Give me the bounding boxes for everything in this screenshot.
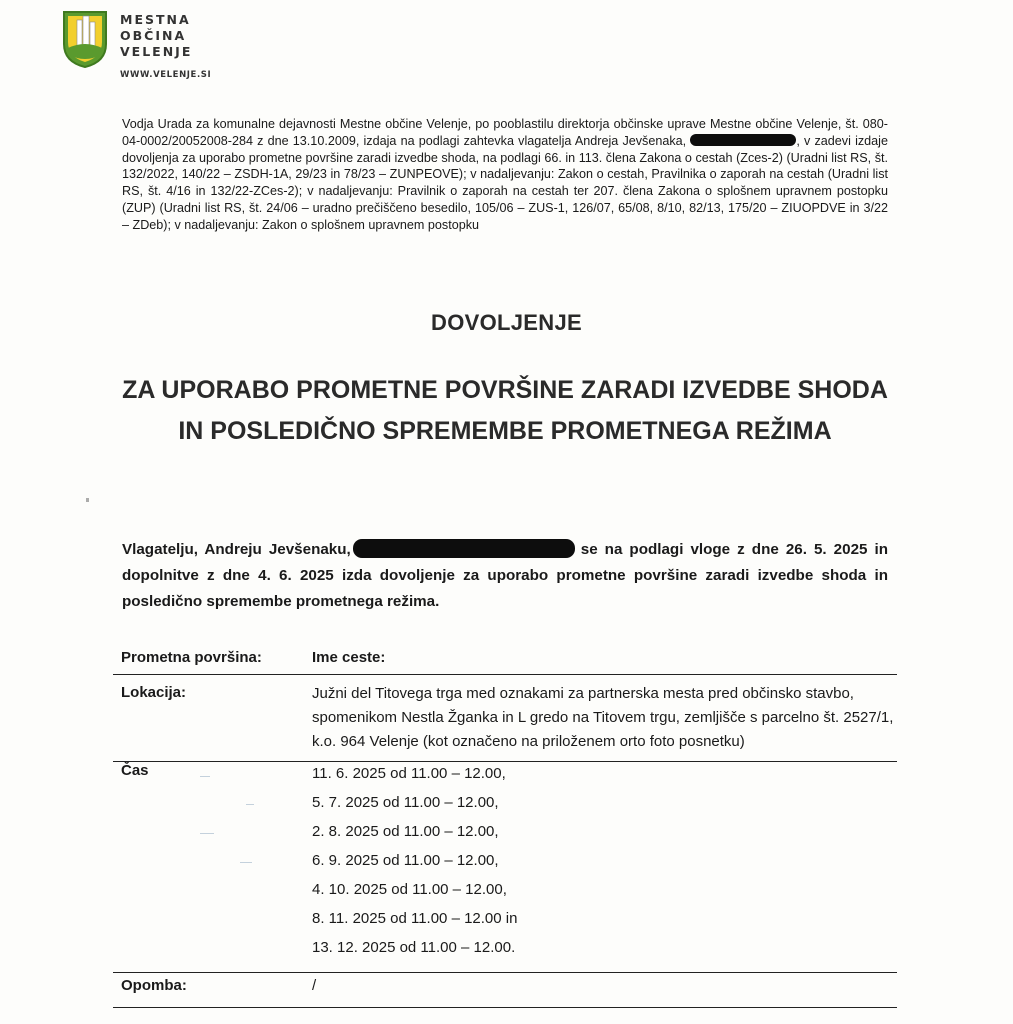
table-row [113, 973, 897, 1008]
table-row [113, 675, 897, 762]
scan-mark [246, 804, 254, 805]
row-value: Južni del Titovega trga med oznakami za partnerska mesta pred občinsko stavbo, spomenikom Nestla Žganka in L gredo na Titovem trgu, zemljišče s parcelno št. 2527/1, k.o. 964 Velenje (kot označeno na priloženem orto foto posnetku) [312, 685, 894, 750]
row-value: Ime ceste: [312, 649, 386, 666]
row-label: Čas [121, 762, 149, 779]
table-row [113, 762, 897, 973]
intro-paragraph [122, 116, 888, 234]
date-item: 2. 8. 2025 od 11.00 – 12.00, [312, 823, 499, 840]
permit-details-table [113, 640, 897, 1008]
date-item: 8. 11. 2025 od 11.00 – 12.00 in [312, 910, 518, 927]
date-item: 6. 9. 2025 od 11.00 – 12.00, [312, 852, 499, 869]
date-item: 11. 6. 2025 od 11.00 – 12.00, [312, 765, 506, 782]
redaction-bar [353, 539, 575, 558]
table-row [113, 640, 897, 675]
row-label: Prometna površina: [121, 649, 262, 666]
scan-mark [86, 498, 89, 502]
scan-mark [200, 776, 210, 777]
scan-mark [240, 862, 252, 863]
date-item: 13. 12. 2025 od 11.00 – 12.00. [312, 939, 516, 956]
org-name-line-3: VELENJE [120, 44, 193, 59]
decision-text-1: Vlagatelju, Andreju Jevšenaku, [122, 541, 351, 558]
date-list [312, 762, 897, 965]
org-name-line-1: MESTNA [120, 12, 191, 27]
intro-text-1: Vodja Urada za komunalne dejavnosti Mestne občine Velenje, po pooblastilu direktorja občinske uprave Mestne občine Velenje, št. 080-04-0002/20052008-284 z dne 13.10.2009, izdaja na podlagi zahtevka vlagatelja Andreja Jevšenaka, [122, 117, 888, 148]
scan-mark [200, 833, 214, 834]
row-label: Opomba: [121, 977, 187, 994]
document-title: DOVOLJENJE [431, 310, 582, 335]
row-value: / [312, 977, 317, 994]
row-label: Lokacija: [121, 684, 187, 701]
website-link[interactable]: WWW.VELENJE.SI [120, 70, 212, 80]
date-item: 4. 10. 2025 od 11.00 – 12.00, [312, 881, 507, 898]
redaction-bar [690, 134, 796, 146]
date-item: 5. 7. 2025 od 11.00 – 12.00, [312, 794, 499, 811]
org-name-line-2: OBČINA [120, 28, 187, 43]
decision-text-2: se na podlagi vloge z dne 26. 5. 2025 in dopolnitve z dne 4. 6. 2025 izda dovoljenje za uporabo prometne površine zaradi izvedbe shoda in posledično spremembe prometnega režima. [122, 541, 888, 610]
decision-paragraph [122, 537, 888, 615]
document-subtitle: ZA UPORABO PROMETNE POVRŠINE ZARADI IZVEDBE SHODA IN POSLEDIČNO SPREMEMBE PROMETNEGA REŽIMA [122, 376, 888, 445]
intro-text-2: , v zadevi izdaje dovoljenja za uporabo prometne površine zaradi izvedbe shoda, na podlagi 66. in 113. člena Zakona o cestah (Zces-2) (Uradni list RS, št. 132/2022, 140/22 – ZSDH-1A, 29/23 in 78/23 – ZUNPEOVE); v nadaljevanju: Zakon o cestah, Pravilnika o zaporah na cestah (Uradni list RS, št. 4/16 in 132/22-ZCes-2); v nadaljevanju: Pravilnik o zaporah na cestah ter 207. člena Zakona o splošnem upravnem postopku (ZUP) (Uradni list RS, št. 24/06 – uradno prečiščeno besedilo, 105/06 – ZUS-1, 126/07, 65/08, 8/10, 82/13, 175/20 – ZIUOPDVE in 3/22 – ZDeb); v nadaljevanju: Zakon o splošnem upravnem postopku [122, 133, 888, 232]
coat-of-arms-icon [62, 10, 108, 68]
organization-name [120, 12, 240, 60]
